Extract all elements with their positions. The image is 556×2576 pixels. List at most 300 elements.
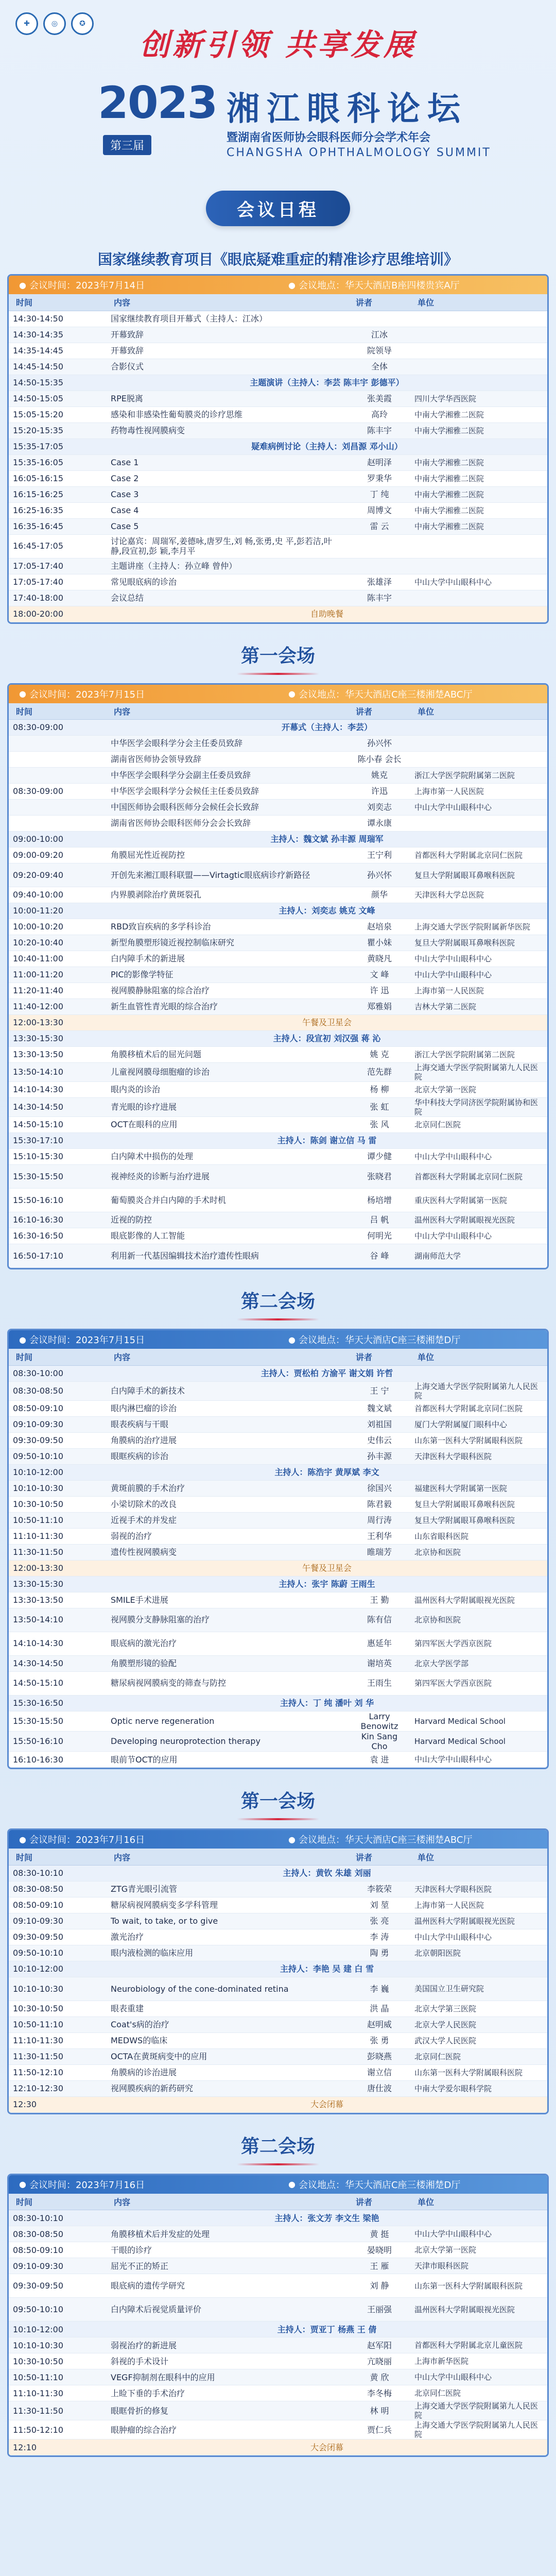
row-time: 10:50-11:10 — [9, 2369, 107, 2385]
chair-row — [9, 1865, 547, 1881]
row-time: 13:30-13:50 — [9, 1592, 107, 1608]
row-time: 10:10-12:00 — [9, 2321, 107, 2337]
row-topic: 开创先来湘江眼科联盟——Virtagtic眼底病诊疗新路径 — [107, 863, 349, 887]
row-topic: 视网膜静脉阻塞的综合治疗 — [107, 983, 349, 999]
row-time: 17:05-17:40 — [9, 574, 107, 590]
row-time: 10:50-11:10 — [9, 1512, 107, 1528]
row-topic: 感染和非感染性葡萄膜炎的诊疗思维 — [107, 406, 349, 422]
table-row — [9, 1416, 547, 1432]
row-topic: 中华医学会眼科学分会主任委员致辞 — [107, 736, 349, 752]
row-time: 14:10-14:30 — [9, 1632, 107, 1655]
row-speaker: 李筱荣 — [349, 1881, 410, 1897]
row-time: 14:10-14:30 — [9, 1082, 107, 1098]
row-time: 16:15-16:25 — [9, 486, 107, 502]
row-speaker — [349, 311, 410, 327]
row-speaker: 范先群 — [349, 1063, 410, 1082]
chair-text: 主持人：陈浩宇 黄厚斌 李文 — [107, 1464, 547, 1480]
row-topic: 眼肿瘤的综合治疗 — [107, 2420, 349, 2439]
row-speaker: 亢晓丽 — [349, 2353, 410, 2369]
col-header-unit: 单位 — [410, 294, 547, 311]
row-time: 10:30-10:50 — [9, 2353, 107, 2369]
col-header-time: 时间 — [9, 1349, 107, 1365]
chair-row — [9, 903, 547, 919]
table-row — [9, 1063, 547, 1082]
row-topic: 新生血管性青光眼的综合治疗 — [107, 999, 349, 1015]
row-unit: 中山大学中山眼科中心 — [410, 1929, 547, 1945]
session-date-text: 会议时间：2023年7月15日 — [29, 1335, 145, 1346]
row-speaker: 丁 纯 — [349, 486, 410, 502]
venue-title: 第二会场 — [0, 1287, 556, 1320]
row-unit: 武汉大学人民医院 — [410, 2032, 547, 2048]
row-topic: 小梁切除术的改良 — [107, 1496, 349, 1512]
row-unit: 中南大学湘雅二医院 — [410, 502, 547, 518]
schedule-table — [9, 1849, 547, 2113]
row-time: 08:30-10:00 — [9, 1365, 107, 1381]
session-place — [278, 1333, 547, 1346]
row-speaker: 郑雅娟 — [349, 999, 410, 1015]
schedule-sections — [0, 248, 556, 2457]
table-row — [9, 2298, 547, 2321]
row-unit: 中山大学中山眼科中心 — [410, 967, 547, 983]
row-unit: 上海交通大学医学院附属新华医院 — [410, 919, 547, 935]
table-row — [9, 2369, 547, 2385]
chair-row — [9, 1031, 547, 1047]
row-time — [9, 736, 107, 752]
table-row — [9, 816, 547, 832]
row-unit: 重庆医科大学附属第一医院 — [410, 1189, 547, 1212]
col-header-topic: 内容 — [107, 1849, 349, 1865]
row-topic: 白内障手术的新技术 — [107, 1381, 349, 1400]
row-unit: 复旦大学附属眼耳鼻喉科医院 — [410, 863, 547, 887]
row-time: 16:30-16:50 — [9, 1228, 107, 1244]
row-time: 10:00-10:20 — [9, 919, 107, 935]
row-unit: 北京大学第三医院 — [410, 2001, 547, 2016]
row-topic: 弱视治疗的新进展 — [107, 2337, 349, 2353]
table-header-row — [9, 1349, 547, 1365]
chair-text: 主持人：贾亚丁 杨燕 王 倩 — [107, 2321, 547, 2337]
schedule-banner: 会议日程 — [206, 191, 350, 226]
row-time: 15:50-16:10 — [9, 1731, 107, 1751]
row-speaker: 赵军阳 — [349, 2337, 410, 2353]
row-speaker: 黄晓凡 — [349, 951, 410, 967]
location-icon: ● — [288, 2179, 296, 2190]
chair-row — [9, 720, 547, 736]
row-unit: 上海市新华医院 — [410, 2353, 547, 2369]
row-time: 11:20-11:40 — [9, 983, 107, 999]
row-topic: Case 4 — [107, 502, 349, 518]
row-unit: 浙江大学医学院附属第二医院 — [410, 1047, 547, 1063]
row-topic: 角膜移植术后的屈光问题 — [107, 1047, 349, 1063]
row-topic: 角膜塑形镜的验配 — [107, 1655, 349, 1671]
chair-text: 主持人：贾松柏 方渝平 谢文娟 许哲 — [107, 1365, 547, 1381]
row-unit: 上海交通大学医学院附属第九人民医院 — [410, 1063, 547, 1082]
table-row — [9, 967, 547, 983]
row-unit — [410, 359, 547, 375]
row-unit — [410, 327, 547, 343]
table-row — [9, 454, 547, 470]
row-time: 17:40-18:00 — [9, 590, 107, 606]
row-topic: 白内障术后视觉质量评价 — [107, 2298, 349, 2321]
row-unit: 中山大学中山眼科中心 — [410, 1228, 547, 1244]
table-row — [9, 1632, 547, 1655]
row-topic: RBD致盲疾病的多学科诊治 — [107, 919, 349, 935]
table-row — [9, 2064, 547, 2080]
table-row — [9, 406, 547, 422]
row-unit: 福建医科大学附属第一医院 — [410, 1480, 547, 1496]
table-header-row — [9, 294, 547, 311]
row-unit: 中南大学湘雅二医院 — [410, 454, 547, 470]
row-speaker: 陈小春 会长 — [349, 752, 410, 768]
chair-row — [9, 1464, 547, 1480]
table-row — [9, 1977, 547, 2001]
chair-row — [9, 1133, 547, 1149]
row-time: 10:10-10:30 — [9, 1977, 107, 2001]
row-speaker: 罗秉华 — [349, 470, 410, 486]
chair-text: 主持人：黄钦 朱雄 刘丽 — [107, 1865, 547, 1881]
row-time: 15:30-15:50 — [9, 1711, 107, 1731]
row-unit: Harvard Medical School — [410, 1731, 547, 1751]
row-time: 11:00-11:20 — [9, 967, 107, 983]
row-time: 15:35-16:05 — [9, 454, 107, 470]
session-date-text: 会议时间：2023年7月14日 — [29, 280, 145, 291]
row-topic: 中国医师协会眼科医师分会候任会长致辞 — [107, 800, 349, 816]
table-row — [9, 1047, 547, 1063]
row-speaker: 黄 挺 — [349, 2226, 410, 2242]
row-unit: 北京朝阳医院 — [410, 1945, 547, 1961]
row-topic: 开幕致辞 — [107, 343, 349, 359]
row-speaker: 袁 进 — [349, 1752, 410, 1768]
table-row — [9, 800, 547, 816]
row-unit — [410, 736, 547, 752]
table-row — [9, 1655, 547, 1671]
row-unit — [410, 590, 547, 606]
schedule-table-card — [7, 1828, 549, 2114]
col-header-topic: 内容 — [107, 2194, 349, 2210]
table-row — [9, 1929, 547, 1945]
session-date — [9, 278, 278, 292]
table-row — [9, 983, 547, 999]
row-speaker: 江冰 — [349, 327, 410, 343]
location-icon: ● — [288, 1334, 296, 1345]
col-header-topic: 内容 — [107, 1349, 349, 1365]
table-row — [9, 486, 547, 502]
row-speaker: 唐仕波 — [349, 2080, 410, 2096]
row-unit: 中南大学湘雅二医院 — [410, 486, 547, 502]
row-time: 08:30-08:50 — [9, 1381, 107, 1400]
row-speaker: 陈丰宇 — [349, 590, 410, 606]
row-topic: 角膜病的治疗进展 — [107, 1432, 349, 1448]
table-row — [9, 1244, 547, 1268]
table-row — [9, 2242, 547, 2258]
table-row — [9, 1711, 547, 1731]
row-unit: 北京大学人民医院 — [410, 2016, 547, 2032]
row-topic: Case 2 — [107, 470, 349, 486]
row-unit: 首都医科大学附属北京同仁医院 — [410, 1165, 547, 1189]
row-unit: 天津医科大学总医院 — [410, 887, 547, 903]
row-unit: 中南大学湘雅二医院 — [410, 422, 547, 438]
row-topic: VEGF抑制剂在眼科中的应用 — [107, 2369, 349, 2385]
session-info-bar — [9, 1330, 547, 1349]
break-row — [9, 2439, 547, 2455]
row-time: 13:30-15:30 — [9, 1031, 107, 1047]
row-unit: 复旦大学附属眼耳鼻喉科医院 — [410, 1512, 547, 1528]
row-speaker: 王丽强 — [349, 2298, 410, 2321]
row-time: 10:10-10:30 — [9, 1480, 107, 1496]
row-time: 11:10-11:30 — [9, 1528, 107, 1544]
row-topic: 激光治疗 — [107, 1929, 349, 1945]
row-unit: 北京协和医院 — [410, 1544, 547, 1560]
table-row — [9, 2420, 547, 2439]
row-time: 14:30-14:50 — [9, 311, 107, 327]
row-speaker: 史伟云 — [349, 1432, 410, 1448]
row-topic: 儿童视网膜母细胞瘤的诊治 — [107, 1063, 349, 1082]
session-date-text: 会议时间：2023年7月15日 — [29, 689, 145, 700]
row-time: 09:10-09:30 — [9, 2258, 107, 2274]
col-header-time: 时间 — [9, 703, 107, 720]
year-label: 2023 — [98, 77, 217, 129]
row-topic: MEDWS的临床 — [107, 2032, 349, 2048]
table-row — [9, 1731, 547, 1751]
row-unit: 上海市第一人民医院 — [410, 784, 547, 800]
row-topic: 眼内淋巴瘤的诊治 — [107, 1400, 349, 1416]
row-topic: 黄斑前膜的手术治疗 — [107, 1480, 349, 1496]
location-icon: ● — [288, 689, 296, 699]
row-time: 12:00-13:30 — [9, 1015, 107, 1031]
venue-title: 第一会场 — [0, 641, 556, 675]
row-speaker: 姚 克 — [349, 1047, 410, 1063]
table-row — [9, 2353, 547, 2369]
row-time: 08:30-10:10 — [9, 1865, 107, 1881]
row-unit: 第四军医大学西京医院 — [410, 1632, 547, 1655]
row-time: 14:50-15:35 — [9, 375, 107, 391]
row-speaker: 刘 静 — [349, 2274, 410, 2298]
row-time: 13:50-14:10 — [9, 1608, 107, 1632]
row-speaker: 周博文 — [349, 502, 410, 518]
row-speaker: 张 亮 — [349, 1913, 410, 1929]
row-time: 10:10-10:30 — [9, 2337, 107, 2353]
table-header-row — [9, 2194, 547, 2210]
row-unit — [410, 343, 547, 359]
row-time — [9, 768, 107, 784]
table-row — [9, 1448, 547, 1464]
chair-text: 开幕式（主持人：李芸） — [107, 720, 547, 736]
forum-title: 湘江眼科论坛 — [227, 90, 467, 128]
col-header-speaker: 讲者 — [349, 2194, 410, 2210]
table-row — [9, 359, 547, 375]
row-speaker: 陶 勇 — [349, 1945, 410, 1961]
clock-icon: ● — [19, 1834, 26, 1844]
row-speaker: 瞿小妹 — [349, 935, 410, 951]
row-time: 15:20-15:35 — [9, 422, 107, 438]
break-row — [9, 1015, 547, 1031]
row-unit — [410, 311, 547, 327]
table-row — [9, 2226, 547, 2242]
row-time: 09:00-09:20 — [9, 848, 107, 863]
row-time: 16:45-17:05 — [9, 534, 107, 558]
table-row — [9, 1544, 547, 1560]
row-time: 15:05-15:20 — [9, 406, 107, 422]
row-time: 11:30-11:50 — [9, 2048, 107, 2064]
row-topic: 湖南省医师协会领导致辞 — [107, 752, 349, 768]
session-date-text: 会议时间：2023年7月16日 — [29, 2179, 145, 2191]
row-speaker: 李 巍 — [349, 1977, 410, 2001]
table-row — [9, 422, 547, 438]
row-time: 15:30-16:50 — [9, 1695, 107, 1711]
row-time: 16:50-17:10 — [9, 1244, 107, 1268]
row-speaker: 赵明威 — [349, 2016, 410, 2032]
row-time: 10:10-12:00 — [9, 1961, 107, 1977]
row-unit: 华中科技大学同济医学院附属协和医院 — [410, 1098, 547, 1117]
table-row — [9, 2001, 547, 2016]
row-time: 13:30-15:30 — [9, 1576, 107, 1592]
col-header-topic: 内容 — [107, 294, 349, 311]
row-topic: 糖尿病视网膜病变多学科管理 — [107, 1897, 349, 1913]
row-time: 14:50-15:05 — [9, 391, 107, 406]
row-topic: 眼底病的激光治疗 — [107, 1632, 349, 1655]
row-speaker: 贾仁兵 — [349, 2420, 410, 2439]
row-time: 12:10-12:30 — [9, 2080, 107, 2096]
table-row — [9, 518, 547, 534]
row-time: 11:40-12:00 — [9, 999, 107, 1015]
row-topic: ZTG青光眼引流管 — [107, 1881, 349, 1897]
row-speaker: 陈君毅 — [349, 1496, 410, 1512]
col-header-time: 时间 — [9, 294, 107, 311]
chair-row — [9, 832, 547, 848]
table-row — [9, 343, 547, 359]
row-unit: Harvard Medical School — [410, 1711, 547, 1731]
row-time: 13:30-13:50 — [9, 1047, 107, 1063]
row-topic: 眼前节OCT的应用 — [107, 1752, 349, 1768]
row-topic: 角膜移植术后并发症的处理 — [107, 2226, 349, 2242]
row-topic: 视神经炎的诊断与治疗进展 — [107, 1165, 349, 1189]
row-speaker: 吕 帆 — [349, 1212, 410, 1228]
row-unit — [410, 534, 547, 558]
row-unit: 天津医科大学眼科医院 — [410, 1448, 547, 1464]
row-unit — [410, 752, 547, 768]
row-unit: 厦门大学附属厦门眼科中心 — [410, 1416, 547, 1432]
row-time: 08:30-10:10 — [9, 2210, 107, 2226]
row-speaker — [349, 534, 410, 558]
row-time: 14:30-14:50 — [9, 1098, 107, 1117]
row-unit: 天津市眼科医院 — [410, 2258, 547, 2274]
row-unit: 温州医科大学附属眼视光医院 — [410, 1913, 547, 1929]
table-row — [9, 1512, 547, 1528]
row-time: 09:50-10:10 — [9, 2298, 107, 2321]
row-unit: 北京同仁医院 — [410, 1117, 547, 1133]
schedule-table — [9, 2194, 547, 2456]
program-title: 国家继续教育项目《眼底疑难重症的精准诊疗思维培训》 — [97, 251, 458, 268]
row-time: 15:30-15:50 — [9, 1165, 107, 1189]
table-row — [9, 1400, 547, 1416]
row-unit: 中南大学湘雅二医院 — [410, 518, 547, 534]
row-time: 11:50-12:10 — [9, 2064, 107, 2080]
row-speaker: 高玲 — [349, 406, 410, 422]
row-time: 15:10-15:30 — [9, 1149, 107, 1165]
table-row — [9, 574, 547, 590]
table-row — [9, 2337, 547, 2353]
table-row — [9, 768, 547, 784]
row-topic: RPE脱离 — [107, 391, 349, 406]
row-time: 12:30 — [9, 2096, 107, 2112]
row-unit: 上海交通大学医学院附属第九人民医院 — [410, 2401, 547, 2420]
table-row — [9, 558, 547, 574]
forum-title-en: CHANGSHA OPHTHALMOLOGY SUMMIT — [227, 146, 491, 159]
row-topic: 眼底影像的人工智能 — [107, 1228, 349, 1244]
table-row — [9, 848, 547, 863]
row-time: 08:30-09:00 — [9, 720, 107, 736]
table-row — [9, 2258, 547, 2274]
schedule-table — [9, 1349, 547, 1768]
venue-title: 第一会场 — [0, 1787, 556, 1820]
chair-text: 主题演讲（主持人：李芸 陈丰宇 彭德平） — [107, 375, 547, 391]
chair-row — [9, 1576, 547, 1592]
row-speaker: 陈丰宇 — [349, 422, 410, 438]
row-time: 15:35-17:05 — [9, 438, 107, 454]
row-speaker: 黄 欣 — [349, 2369, 410, 2385]
row-speaker: 何明光 — [349, 1228, 410, 1244]
row-speaker: 林 明 — [349, 2401, 410, 2420]
row-topic: 药物毒性视网膜病变 — [107, 422, 349, 438]
row-speaker: 杨 柳 — [349, 1082, 410, 1098]
row-topic: 上睑下垂的手术治疗 — [107, 2385, 349, 2401]
slogan: 创新引领 共享发展 — [139, 27, 417, 62]
row-speaker: 谭永康 — [349, 816, 410, 832]
row-speaker: 彭晓燕 — [349, 2048, 410, 2064]
row-time: 11:10-11:30 — [9, 2385, 107, 2401]
row-time: 16:35-16:45 — [9, 518, 107, 534]
row-speaker: 魏文斌 — [349, 1400, 410, 1416]
table-row — [9, 1608, 547, 1632]
row-time: 15:50-16:10 — [9, 1189, 107, 1212]
row-unit: 北京同仁医院 — [410, 2048, 547, 2064]
row-topic: 弱视的治疗 — [107, 1528, 349, 1544]
row-unit: 北京协和医院 — [410, 1608, 547, 1632]
row-topic: 视网膜分支静脉阻塞的治疗 — [107, 1608, 349, 1632]
row-topic: 眼底病的遗传学研究 — [107, 2274, 349, 2298]
row-topic: Coat's病的治疗 — [107, 2016, 349, 2032]
row-time: 09:20-09:40 — [9, 863, 107, 887]
row-topic: Neurobiology of the cone-dominated retina — [107, 1977, 349, 2001]
col-header-unit: 单位 — [410, 2194, 547, 2210]
forum-subtitle: 暨湖南省医师协会眼科医师分会学术年会 — [227, 131, 431, 144]
session-info-bar — [9, 1830, 547, 1849]
table-row — [9, 1117, 547, 1133]
row-speaker: 王 雁 — [349, 2258, 410, 2274]
row-time: 14:50-15:10 — [9, 1117, 107, 1133]
table-row — [9, 999, 547, 1015]
row-time: 08:50-09:10 — [9, 2242, 107, 2258]
row-unit: 中南大学爱尔眼科学院 — [410, 2080, 547, 2096]
row-topic: 眼内液检测的临床应用 — [107, 1945, 349, 1961]
row-speaker: 赵明泽 — [349, 454, 410, 470]
row-topic: 湖南省医师协会眼科医师分会会长致辞 — [107, 816, 349, 832]
row-time: 18:00-20:00 — [9, 606, 107, 622]
table-row — [9, 2048, 547, 2064]
row-unit: 中南大学湘雅二医院 — [410, 470, 547, 486]
row-topic: 遗传性视网膜病变 — [107, 1544, 349, 1560]
row-speaker: 许 迅 — [349, 983, 410, 999]
table-row — [9, 1496, 547, 1512]
row-topic: 白内障术中损伤的处理 — [107, 1149, 349, 1165]
clock-icon: ● — [19, 2179, 26, 2190]
row-topic: OCT在眼科的应用 — [107, 1117, 349, 1133]
row-unit: 上海交通大学医学院附属第九人民医院 — [410, 2420, 547, 2439]
clock-icon: ● — [19, 280, 26, 290]
row-unit: 浙江大学医学院附属第二医院 — [410, 768, 547, 784]
clock-icon: ● — [19, 689, 26, 699]
row-unit: 中南大学湘雅二医院 — [410, 406, 547, 422]
col-header-speaker: 讲者 — [349, 703, 410, 720]
